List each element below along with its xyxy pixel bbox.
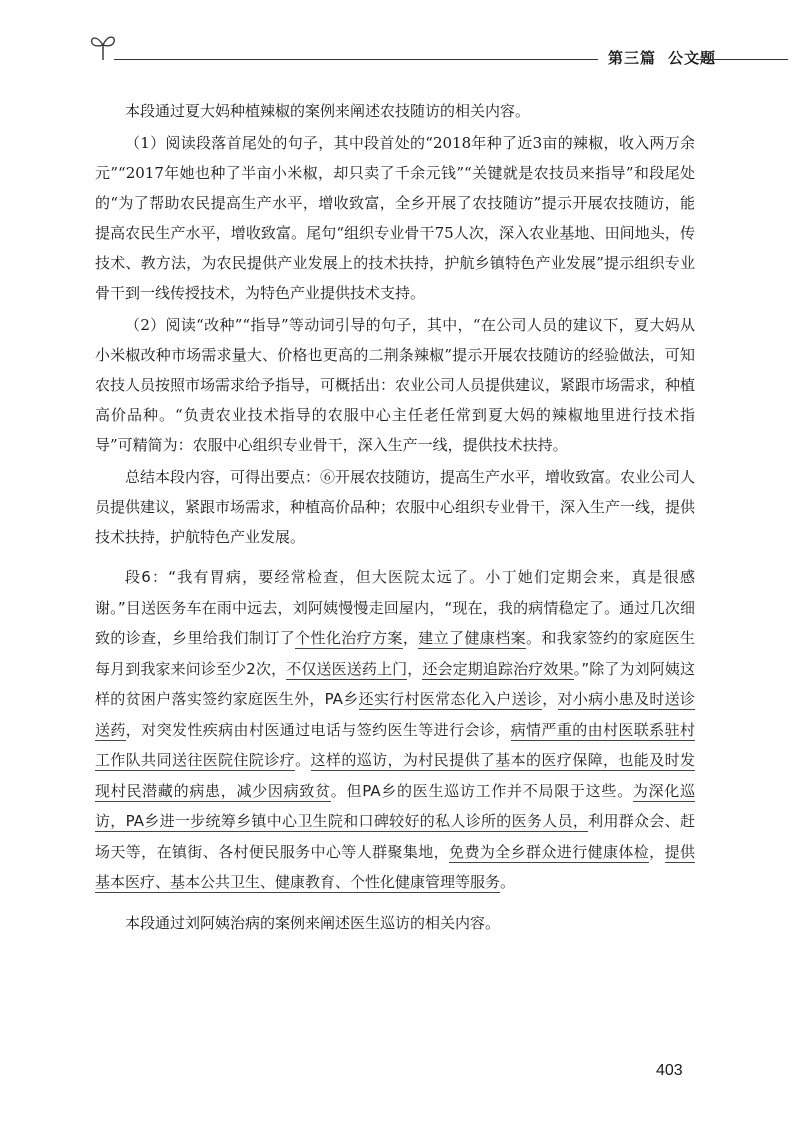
underlined-phrase: 不仅送医送药上门 xyxy=(286,659,408,678)
excerpt-text: ， xyxy=(649,842,665,861)
underlined-phrase: 个性化治疗方案 xyxy=(295,629,403,647)
excerpt-text: ， xyxy=(542,690,558,708)
summary-points-paragraph: 总结本段内容，可得出要点：⑥开展农技随访，提高生产水平，增收致富。农业公司人员提供建议，紧跟市场需求，种植高价品种；农服中心组织专业骨干，深入生产一线，提供技术扶持，护航特色产业发展。 xyxy=(95,468,696,546)
excerpt-text: 。 xyxy=(295,751,311,769)
excerpt-text: ，对突发性疾病由村医通过电话与签约医生等进行会诊， xyxy=(125,720,511,739)
underlined-phrase: 为深化巡访，PA乡进一步统筹乡镇中心卫生院和口碑较好的私人诊所的医务人员， xyxy=(95,781,695,830)
underlined-phrase: 还会定期追踪治疗效果 xyxy=(422,659,574,678)
header-title xyxy=(608,47,716,68)
excerpt-text: ， xyxy=(407,659,423,678)
underlined-phrase: 病情严重的由村医联系驻村工作队共同送往医院住院诊疗 xyxy=(95,720,695,769)
excerpt-text: ， xyxy=(402,629,419,647)
analysis-paragraph-2: （2）阅读“改种”“指导”等动词引导的句子，其中，“在公司人员的建议下，夏大妈从小米椒改种市场需求量大、价格也更高的二荆条辣椒”提示开展农技随访的经验做法，可知农技人员按照市场需求给予指导，可概括出：农业公司人员提供建议，紧跟市场需求，种植高价品种。“负责农业技术指导的农服中心主任老任常到夏大妈的辣椒地里进行技术指导”可精简为：农服中心组织专业骨干，深入生产一线，提供技术扶持。 xyxy=(95,316,696,454)
underlined-phrase: 还实行村医常态化入户送诊 xyxy=(358,690,543,708)
underlined-phrase: 对小病小患及时送诊送药 xyxy=(95,690,695,739)
excerpt-paragraph xyxy=(95,562,695,898)
excerpt-text: 利用群众会、赶场天等，在镇街、各村便民服务中心等人群聚集地， xyxy=(95,812,695,861)
header-rule-left xyxy=(114,59,598,60)
excerpt-text: 。 xyxy=(500,873,516,891)
analysis-paragraph-1: （1）阅读段落首尾处的句子，其中段首处的“2018年种了近3亩的辣椒，收入两万余元”“2017年她也种了半亩小米椒，却只卖了千余元钱”“关键就是农技员来指导”和段尾处的“为了帮助农民提高生产水平，增收致富，全乡开展了农技随访”提示开展农技随访，能提高农民生产水平，增收致富。尾句“组织专业骨干75人次，深入农业基地、田间地头，传技术、教方法，为农民提供产业发展上的技术扶持，护航乡镇特色产业发展”提示组织专业骨干到一线传授技术，为特色产业提供技术支持。 xyxy=(95,134,695,302)
page-number: 403 xyxy=(656,1062,683,1079)
page-header xyxy=(88,30,788,70)
part-label: 第三篇 xyxy=(608,49,657,67)
underlined-phrase: 免费为全乡群众进行健康体检 xyxy=(449,842,650,861)
page-body xyxy=(95,96,695,948)
underlined-phrase: 建立了健康档案 xyxy=(418,629,527,647)
excerpt-text: 。和我家签约的家庭医生每月到我家来问诊至少2次， xyxy=(95,629,695,678)
excerpt-text: 。”除了为刘阿姨这样的贫困户落实签约家庭医生外，PA乡 xyxy=(95,659,695,708)
underlined-phrase: 这样的巡访，为村民提供了基本的医疗保障，也能及时发现村民潜藏的病患，减少因病致贫 xyxy=(95,751,695,800)
intro-paragraph: 本段通过夏大妈种植辣椒的案例来阐述农技随访的相关内容。 xyxy=(125,102,531,120)
underlined-phrase: 提供基本医疗、基本公共卫生、健康教育、个性化健康管理等服务 xyxy=(95,842,695,891)
summary-paragraph: 本段通过刘阿姨治病的案例来阐述医生巡访的相关内容。 xyxy=(125,913,501,932)
sprout-icon xyxy=(88,30,118,62)
part-title: 公文题 xyxy=(668,49,717,67)
header-rule-right xyxy=(696,59,788,60)
excerpt-text: 。但PA乡的医生巡访工作并不局限于这些。 xyxy=(330,781,633,800)
excerpt-text: 段6：“我有胃病，要经常检查，但大医院太远了。小丁她们定期会来，真是很感谢。”目送医务车在雨中远去，刘阿姨慢慢走回屋内，“现在，我的病情稳定了。通过几次细致的诊查，乡里给我们制订了 xyxy=(95,568,695,647)
